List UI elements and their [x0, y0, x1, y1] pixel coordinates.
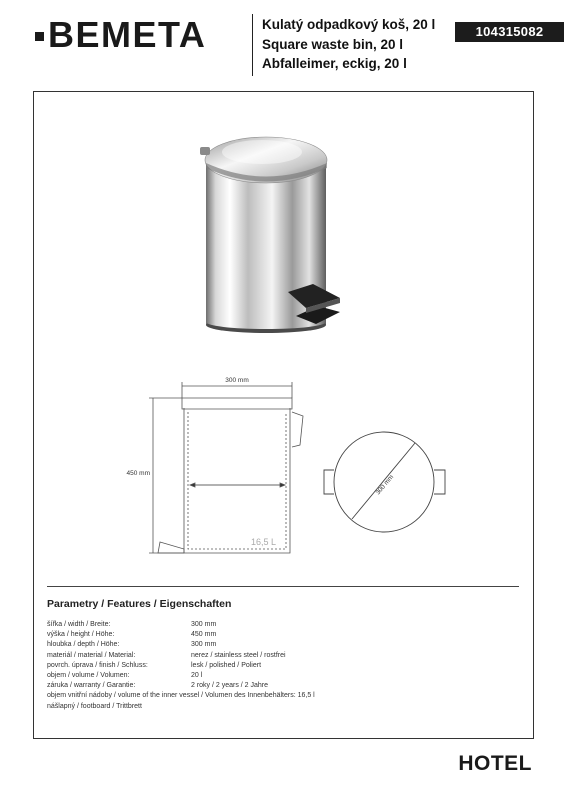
- section-divider: [47, 586, 519, 587]
- feature-row: [47, 661, 315, 671]
- diameter-label: 300 mm: [374, 473, 396, 497]
- feature-value: 450 mm: [191, 631, 217, 639]
- feature-label: výška / height / Höhe:: [47, 631, 115, 639]
- feature-row: [47, 681, 315, 691]
- feature-row: [47, 630, 315, 640]
- lid-hinge: [200, 147, 210, 155]
- technical-drawing-side: [149, 382, 303, 553]
- feature-label: hloubka / depth / Höhe:: [47, 641, 120, 649]
- feature-value: 300 mm: [191, 641, 217, 649]
- features-list: [47, 620, 315, 712]
- waste-bin-image: [200, 137, 340, 333]
- feature-row: [47, 620, 315, 630]
- product-code: 104315082: [455, 22, 564, 42]
- feature-value: lesk / polished / Poliert: [191, 661, 262, 669]
- inner-vessel-outline: [188, 412, 286, 549]
- feature-label: materiál / material / Material:: [47, 651, 136, 659]
- feature-value: 2 roky / 2 years / 2 Jahre: [191, 682, 269, 690]
- footboard-row: nášlapný / footboard / Trittbrett: [47, 702, 142, 710]
- feature-row: [47, 640, 315, 650]
- width-label: 300 mm: [225, 377, 249, 384]
- inner-volume-row: objem vnitřní nádoby / volume of the inner vessel / Volumen des Innenbehälters: 16,5 l: [47, 692, 315, 700]
- category-label: HOTEL: [458, 752, 532, 775]
- feature-value: nerez / stainless steel / rostfrei: [191, 651, 286, 659]
- feature-label: objem / volume / Volumen:: [47, 671, 130, 679]
- height-label: 450 mm: [126, 470, 150, 477]
- feature-row: [47, 651, 315, 661]
- feature-value: 300 mm: [191, 621, 217, 628]
- features-heading: Parametry / Features / Eigenschaften: [47, 598, 232, 610]
- feature-label: povrch. úprava / finish / Schluss:: [47, 661, 148, 669]
- title-czech: Kulatý odpadkový koš, 20 l: [262, 17, 436, 32]
- title-english: Square waste bin, 20 l: [262, 36, 404, 52]
- volume-label: 16,5 L: [250, 537, 276, 547]
- feature-label: záruka / warranty / Garantie:: [47, 682, 136, 690]
- title-german: Abfalleimer, eckig, 20 l: [262, 56, 407, 71]
- feature-row: [47, 671, 315, 681]
- feature-label: šířka / width / Breite:: [47, 621, 111, 628]
- feature-value: 20 l: [191, 671, 203, 679]
- left-handle: [324, 470, 334, 494]
- brand-name: BEMETA: [48, 14, 207, 55]
- right-handle: [434, 470, 445, 494]
